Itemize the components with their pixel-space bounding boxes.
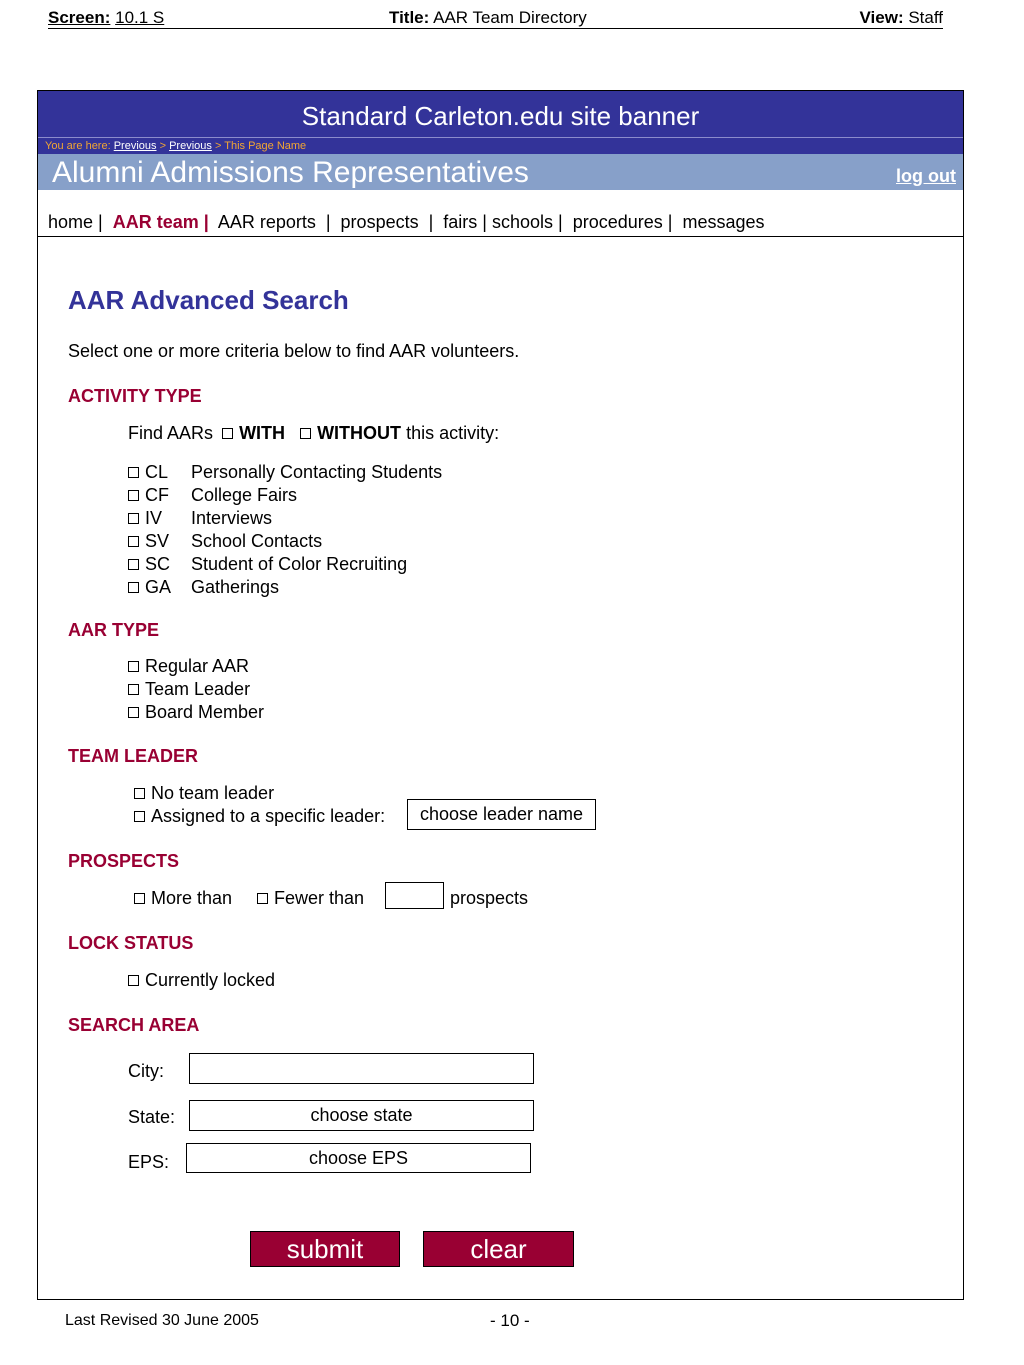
assigned-leader-option: Assigned to a specific leader: [134, 805, 385, 828]
nav-item-prospects[interactable]: prospects [340, 212, 419, 232]
fewer-than-checkbox[interactable] [257, 893, 268, 904]
breadcrumb-separator: > [214, 140, 222, 152]
locked-option: Currently locked [128, 969, 275, 992]
assigned-leader-checkbox[interactable] [134, 811, 145, 822]
city-input[interactable] [189, 1053, 534, 1084]
activity-checkbox[interactable] [128, 582, 139, 593]
activity-item: CL Personally Contacting Students [128, 461, 442, 484]
activity-item: GA Gatherings [128, 576, 279, 599]
activity-checkbox[interactable] [128, 559, 139, 570]
no-leader-checkbox[interactable] [134, 788, 145, 799]
intro-text: Select one or more criteria below to find AAR volunteers. [68, 341, 520, 361]
nav-item-aar-team[interactable]: AAR team [112, 212, 199, 232]
page-title: AAR Advanced Search [68, 285, 349, 315]
nav-item-schools[interactable]: schools [491, 212, 554, 232]
breadcrumb-current: This Page Name [224, 140, 307, 152]
breadcrumb-link-1[interactable]: Previous [113, 140, 157, 152]
lock-status-heading: LOCK STATUS [68, 933, 194, 953]
activity-item: IV Interviews [128, 507, 272, 530]
site-banner: Standard Carleton.edu site banner [38, 91, 963, 137]
activity-checkbox[interactable] [128, 513, 139, 524]
more-than-checkbox[interactable] [134, 893, 145, 904]
no-leader-option: No team leader [134, 782, 274, 805]
aar-type-checkbox[interactable] [128, 684, 139, 695]
search-area-heading: SEARCH AREA [68, 1015, 200, 1035]
eps-label: EPS: [128, 1152, 170, 1172]
activity-checkbox[interactable] [128, 467, 139, 478]
activity-item: SV School Contacts [128, 530, 322, 553]
aar-type-item: Regular AAR [128, 655, 249, 678]
with-checkbox[interactable] [222, 428, 233, 439]
city-label: City: [128, 1061, 164, 1081]
activity-item: CF College Fairs [128, 484, 297, 507]
nav-divider [38, 236, 963, 237]
prospects-heading: PROSPECTS [68, 851, 180, 871]
breadcrumb-link-2[interactable]: Previous [169, 140, 212, 152]
activity-checkbox[interactable] [128, 536, 139, 547]
nav-item-procedures[interactable]: procedures [572, 212, 663, 232]
state-select[interactable]: choose state [189, 1100, 534, 1131]
activity-type-heading: ACTIVITY TYPE [68, 386, 202, 406]
activity-item: SC Student of Color Recruiting [128, 553, 407, 576]
aar-type-item: Board Member [128, 701, 264, 724]
activity-with-without: Find AARs WITH WITHOUT this activity: [128, 423, 500, 443]
prospects-suffix: prospects [450, 888, 529, 908]
site-title-bar [38, 154, 963, 190]
nav-item-aar-reports[interactable]: AAR reports [217, 212, 316, 232]
prospect-count-input[interactable] [385, 882, 444, 909]
more-than-option: More than [134, 887, 232, 910]
site-title: Alumni Admissions Representatives [52, 156, 529, 189]
locked-checkbox[interactable] [128, 975, 139, 986]
breadcrumb [38, 137, 963, 155]
submit-button[interactable]: submit [250, 1231, 400, 1267]
nav-item-messages[interactable]: messages [682, 212, 765, 232]
document-header [48, 8, 943, 29]
eps-select[interactable]: choose EPS [186, 1143, 531, 1173]
screen-id: Screen: 10.1 S [48, 8, 165, 27]
breadcrumb-prefix: You are here: [45, 140, 111, 152]
nav-item-fairs[interactable]: fairs [443, 212, 478, 232]
leader-name-select[interactable]: choose leader name [407, 799, 596, 830]
breadcrumb-separator: > [159, 140, 167, 152]
nav-item-home[interactable]: home [48, 212, 94, 232]
without-checkbox[interactable] [300, 428, 311, 439]
fewer-than-option: Fewer than [257, 887, 364, 910]
doc-title: Title: AAR Team Directory [389, 8, 587, 27]
logout-link[interactable]: log out [896, 166, 956, 186]
activity-checkbox[interactable] [128, 490, 139, 501]
view-id: View: Staff [859, 8, 943, 27]
last-revised: Last Revised 30 June 2005 [65, 1312, 259, 1329]
team-leader-heading: TEAM LEADER [68, 746, 198, 766]
aar-type-checkbox[interactable] [128, 707, 139, 718]
aar-type-heading: AAR TYPE [68, 620, 160, 640]
state-label: State: [128, 1107, 176, 1127]
page-number: - 10 - [490, 1311, 530, 1330]
clear-button[interactable]: clear [423, 1231, 574, 1267]
aar-type-item: Team Leader [128, 678, 250, 701]
aar-type-checkbox[interactable] [128, 661, 139, 672]
main-nav: home | AAR team | AAR reports | prospects | fairs | schools | procedures | messages [48, 212, 765, 232]
